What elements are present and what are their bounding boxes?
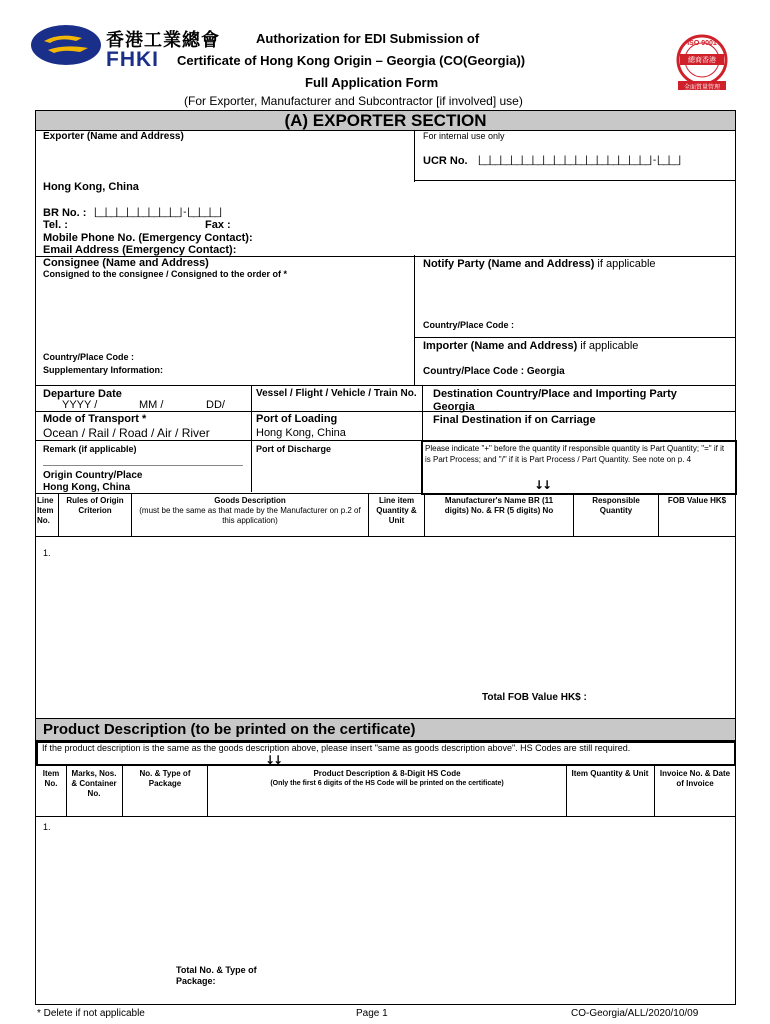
fhki-emblem-icon bbox=[30, 24, 102, 66]
certification-seal bbox=[674, 34, 730, 92]
seal-bottom-text: 全面質量管理 bbox=[683, 84, 720, 91]
mobile-label: Mobile Phone No. (Emergency Contact): bbox=[43, 232, 253, 244]
th-goods-description-note: (must be the same as that made by the Manufacturer on p.2 of this application) bbox=[139, 506, 361, 525]
form-title-line3: Full Application Form bbox=[305, 75, 439, 90]
notify-country-code: Country/Place Code : bbox=[423, 320, 515, 330]
notify-party-title: Notify Party (Name and Address) bbox=[423, 258, 595, 270]
form-title-line1: Authorization for EDI Submission of bbox=[256, 31, 480, 46]
notify-party-suffix: if applicable bbox=[594, 258, 656, 270]
internal-use-label: For internal use only bbox=[423, 131, 505, 141]
th-product-description: Product Description & 8-Digit HS Code bbox=[313, 769, 461, 778]
departure-date-label: Departure Date bbox=[43, 388, 122, 400]
product-row-number: 1. bbox=[43, 822, 51, 832]
th-fob-value: FOB Value HK$ bbox=[667, 496, 727, 505]
logo-chinese: 香港工業總會 bbox=[106, 30, 220, 51]
port-loading-label: Port of Loading bbox=[256, 413, 338, 425]
port-discharge-label: Port of Discharge bbox=[256, 444, 332, 454]
footer-note: * Delete if not applicable bbox=[37, 1008, 145, 1019]
supplementary-info-label: Supplementary Information: bbox=[43, 365, 164, 375]
logo-english: FHKI bbox=[106, 48, 159, 71]
th-marks: Marks, Nos. & Container No. bbox=[71, 769, 117, 798]
th-line-quantity: Line item Quantity & Unit bbox=[376, 496, 417, 525]
departure-yyyy[interactable]: YYYY / bbox=[62, 399, 98, 411]
th-responsible-quantity: Responsible Quantity bbox=[592, 496, 640, 515]
departure-mm[interactable]: MM / bbox=[139, 399, 164, 411]
exporter-location: Hong Kong, China bbox=[43, 181, 139, 193]
form-subtitle: (For Exporter, Manufacturer and Subcontractor [if involved] use) bbox=[184, 94, 523, 108]
br-label: BR No. : bbox=[43, 207, 87, 219]
tel-label: Tel. : bbox=[43, 219, 68, 231]
importer-suffix: if applicable bbox=[577, 340, 639, 352]
total-fob-label: Total FOB Value HK$ : bbox=[482, 692, 587, 703]
vessel-label: Vessel / Flight / Vehicle / Train No. bbox=[256, 388, 417, 399]
th-package-type: No. & Type of Package bbox=[139, 769, 191, 788]
fhki-logo bbox=[30, 24, 102, 66]
footer-page-number: Page 1 bbox=[356, 1008, 388, 1019]
seal-chinese-text: 總商香港 bbox=[688, 56, 716, 64]
notify-party-label bbox=[423, 258, 656, 270]
th-manufacturer: Manufacturer's Name BR (11 digits) No. & FR (5 digits) No bbox=[444, 496, 554, 515]
th-rules-of-origin: Rules of Origin Criterion bbox=[66, 496, 124, 515]
importer-title: Importer (Name and Address) bbox=[423, 340, 578, 352]
ucr-number-field[interactable]: |__|__|__|__|__|__|__|__|__|__|__|__|__|__|__|__| - |__|__| bbox=[478, 155, 681, 166]
importer-label bbox=[423, 340, 638, 352]
instruction-arrows-icon: ↓↓ bbox=[534, 478, 551, 492]
consigned-note: Consigned to the consignee / Consigned to the order of * bbox=[43, 269, 288, 279]
departure-dd[interactable]: DD/ bbox=[206, 399, 225, 411]
th-item-quantity: Item Quantity & Unit bbox=[571, 769, 649, 778]
product-section-title: Product Description (to be printed on the certificate) bbox=[36, 719, 735, 740]
mode-of-transport-label: Mode of Transport * bbox=[43, 413, 147, 425]
ucr-label: UCR No. bbox=[423, 155, 468, 167]
importer-country-code: Country/Place Code : Georgia bbox=[423, 366, 565, 377]
br-number-field[interactable]: |__|__|__|__|__|__|__|__| - |__|__|__| bbox=[94, 207, 222, 218]
port-loading-value: Hong Kong, China bbox=[256, 427, 346, 439]
th-product-description-note: (Only the first 6 digits of the HS Code will be printed on the certificate) bbox=[270, 780, 504, 787]
section-a-title: (A) EXPORTER SECTION bbox=[36, 111, 735, 130]
final-destination-label: Final Destination if on Carriage bbox=[433, 414, 596, 426]
seal-top-text: ISO 9001 bbox=[687, 40, 717, 47]
consignee-country-code: Country/Place Code : bbox=[43, 352, 135, 362]
product-note-arrows-icon: ↓↓ bbox=[265, 753, 282, 767]
footer-form-code: CO-Georgia/ALL/2020/10/09 bbox=[571, 1008, 699, 1019]
product-note-text: If the product description is the same as the goods description above, please insert "same as goods description above". HS Codes are still required. bbox=[42, 743, 631, 753]
goods-row-number: 1. bbox=[43, 548, 51, 558]
email-label: Email Address (Emergency Contact): bbox=[43, 244, 237, 256]
th-goods-description: Goods Description bbox=[214, 496, 286, 505]
exporter-label: Exporter (Name and Address) bbox=[43, 131, 184, 142]
mode-of-transport-options[interactable]: Ocean / Rail / Road / Air / River bbox=[43, 426, 210, 440]
th-line-item: Line Item No. bbox=[37, 496, 54, 525]
fax-label: Fax : bbox=[205, 219, 231, 231]
destination-label: Destination Country/Place and Importing Party bbox=[433, 388, 677, 400]
origin-value: Hong Kong, China bbox=[43, 482, 131, 493]
origin-label: Origin Country/Place bbox=[43, 470, 143, 481]
th-invoice: Invoice No. & Date of Invoice bbox=[659, 769, 731, 788]
consignee-label: Consignee (Name and Address) bbox=[43, 257, 209, 269]
th-item-no: Item No. bbox=[42, 769, 60, 788]
form-title-line2: Certificate of Hong Kong Origin – Georgia (CO(Georgia)) bbox=[177, 53, 526, 68]
remark-label: Remark (if applicable) bbox=[43, 444, 137, 454]
total-package-label: Total No. & Type of Package: bbox=[176, 965, 257, 986]
quantity-instruction-text: Please indicate "+" before the quantity if responsible quantity is Part Quantity; "=" if it is Part Process; and "/" if it is Part Process / Part Quantity. See note on p. 4 bbox=[425, 444, 725, 464]
destination-value: Georgia bbox=[433, 401, 475, 413]
